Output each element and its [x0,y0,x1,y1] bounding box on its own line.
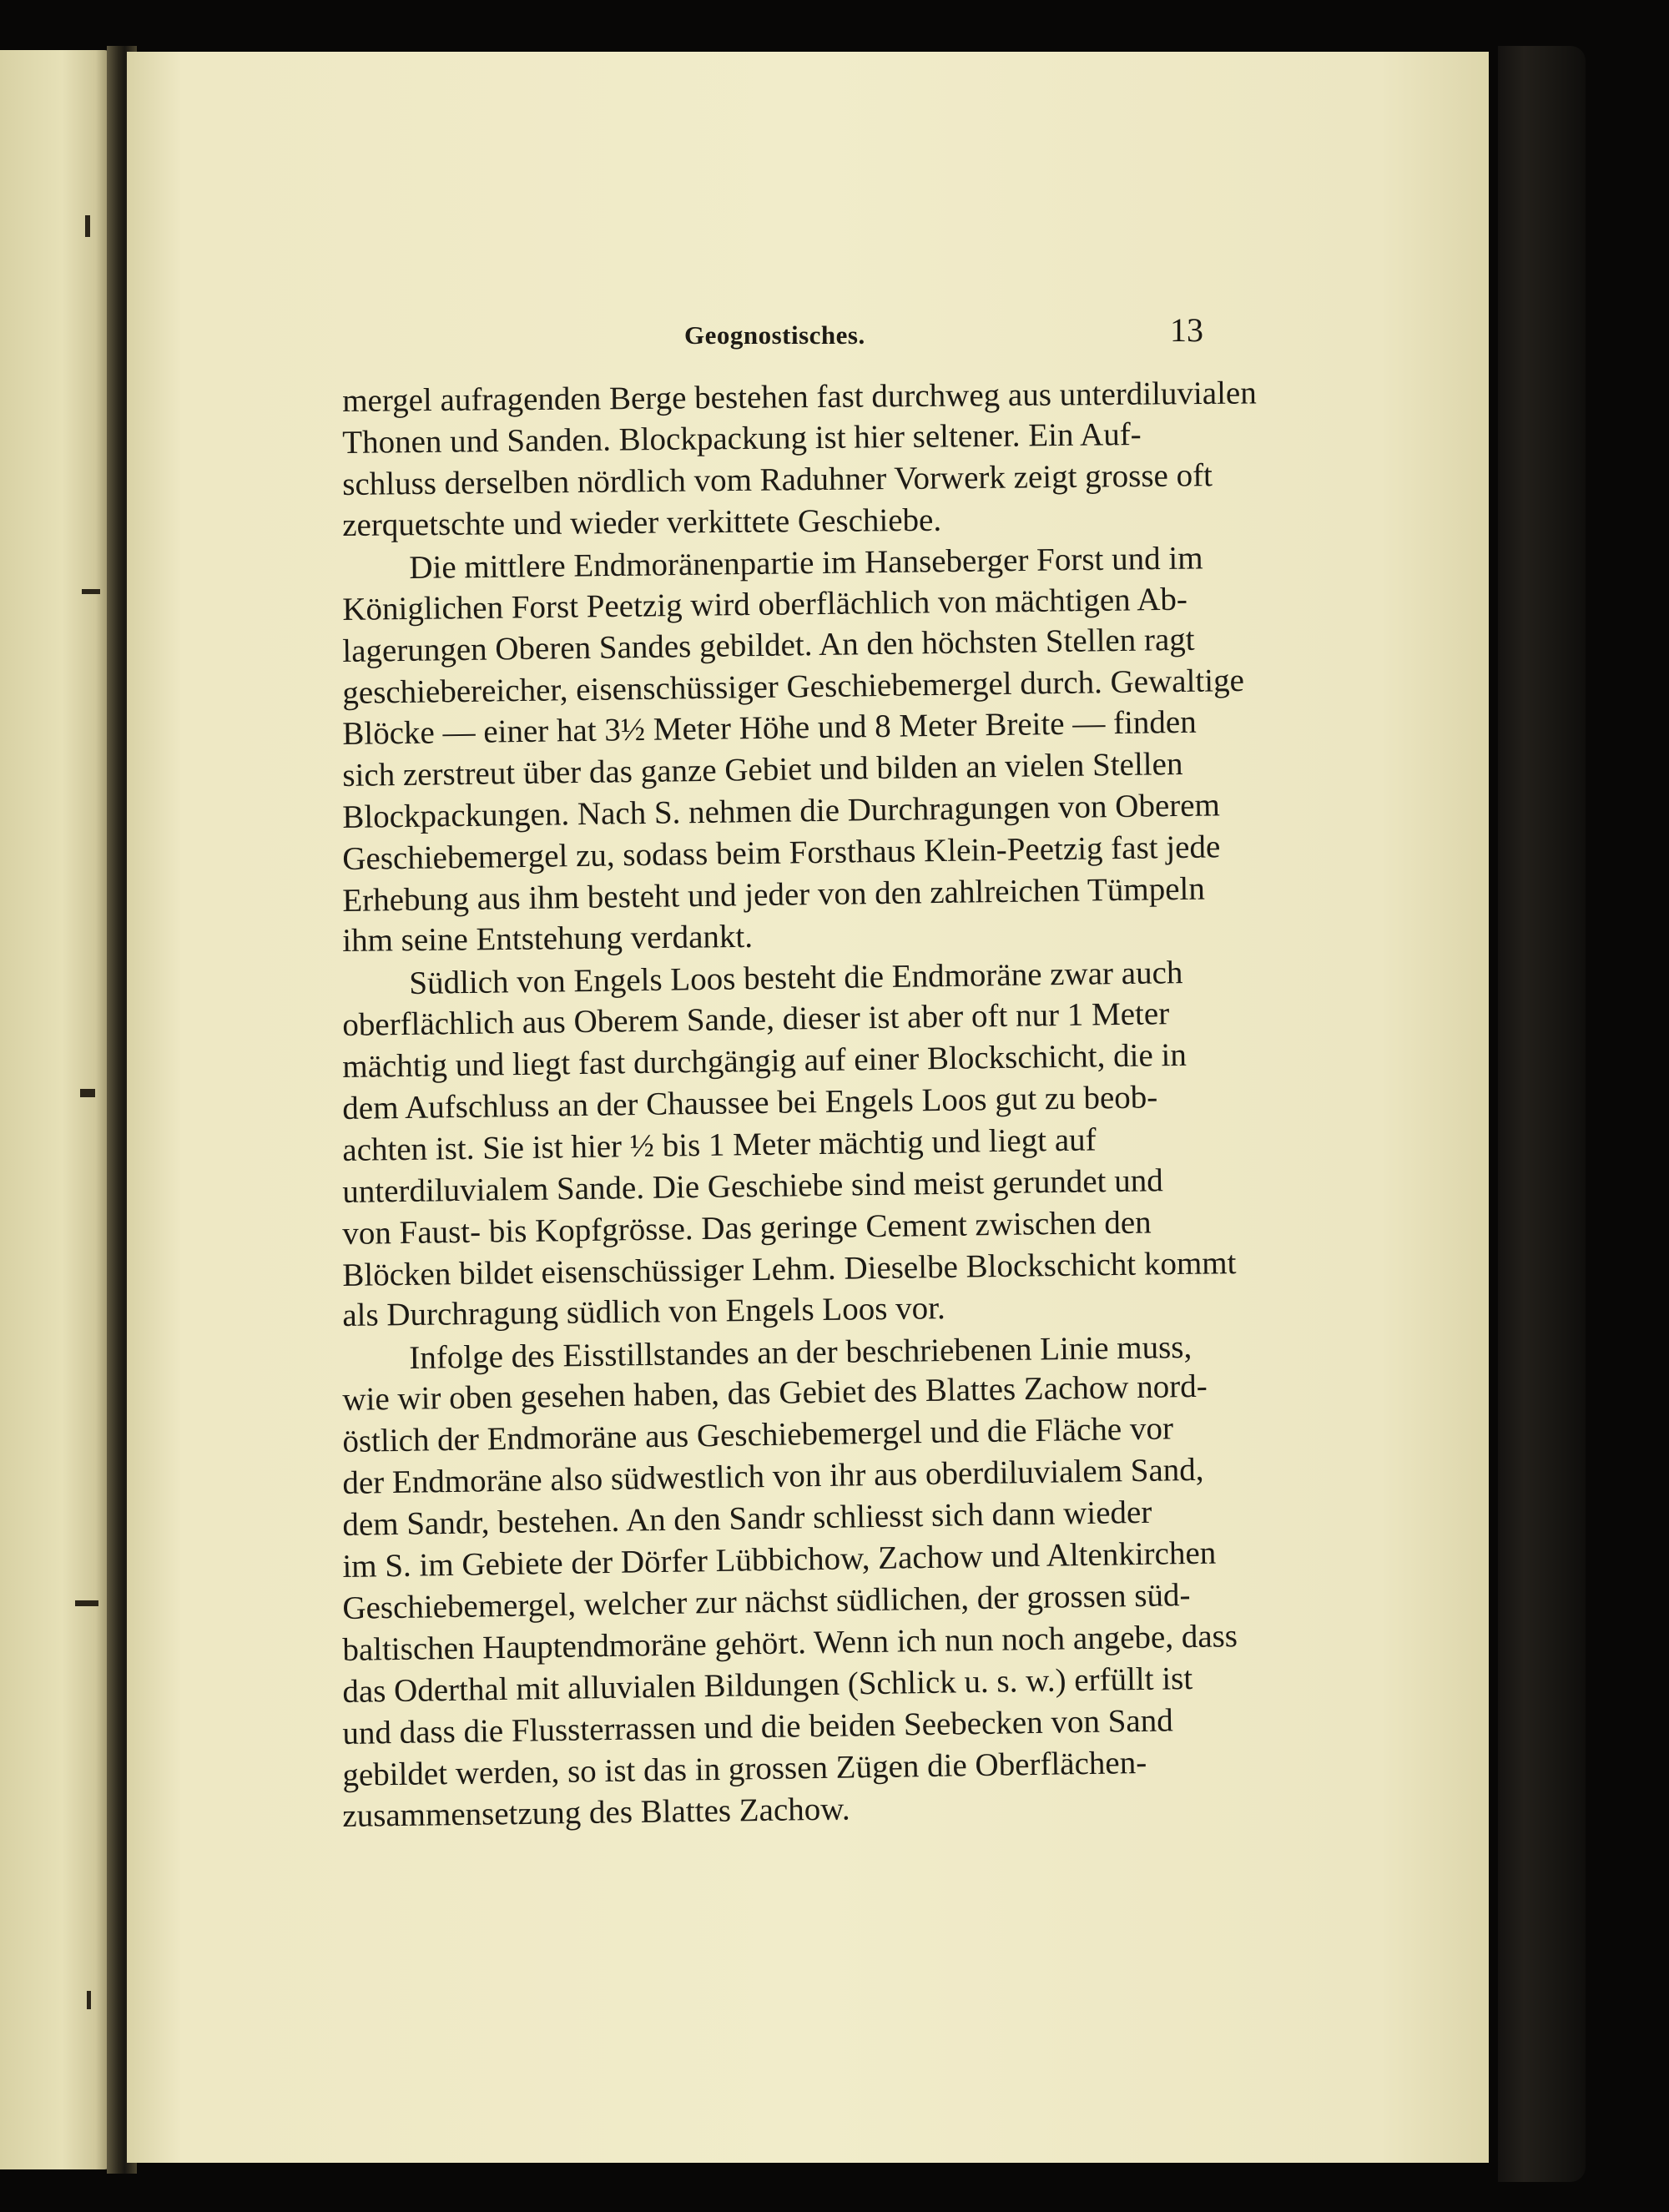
text-line: Geschiebemergel zu, sodass beim Forsthaus Klein-Peetzig fast jede [342,829,1221,877]
page-number: 13 [1170,311,1203,349]
text-line: Blöcke — einer hat 3½ Meter Höhe und 8 Meter Breite — finden [342,703,1197,752]
margin-mark [80,1089,95,1097]
text-line: zerquetschte und wieder verkittete Geschiebe. [342,501,942,543]
text-line: Die mittlere Endmoränenpartie im Hanseberger Forst und im [409,540,1203,586]
text-line: der Endmoräne also südwestlich von ihr aus oberdiluvialem Sand, [342,1451,1204,1501]
text-line: Blockpackungen. Nach S. nehmen die Durchragungen von Oberem [342,787,1221,835]
text-line: Südlich von Engels Loos besteht die Endmoräne zwar auch [409,955,1183,1001]
text-line: dem Aufschluss an der Chaussee bei Engels Loos gut zu beob- [342,1079,1158,1126]
text-line: Erhebung aus ihm besteht und jeder von den zahlreichen Tümpeln [342,870,1206,919]
text-line: lagerungen Oberen Sandes gebildet. An den höchsten Stellen ragt [342,621,1195,669]
text-line: zusammensetzung des Blattes Zachow. [342,1791,850,1834]
text-line: das Oderthal mit alluvialen Bildungen (Schlick u. s. w.) erfüllt ist [342,1660,1193,1710]
text-line: geschiebereicher, eisenschüssiger Geschiebemergel durch. Gewaltige [342,662,1245,711]
text-line: und dass die Flussterrassen und die beiden Seebecken von Sand [342,1702,1173,1751]
text-line: ihm seine Entstehung verdankt. [342,918,754,959]
text-line: Infolge des Eisstillstandes an der beschriebenen Linie muss, [409,1328,1193,1376]
text-line: Thonen und Sanden. Blockpackung ist hier seltener. Ein Auf- [342,416,1142,461]
text-line: östlich der Endmoräne aus Geschiebemergel und die Fläche vor [342,1410,1174,1459]
text-line: wie wir oben gesehen haben, das Gebiet des Blattes Zachow nord- [342,1368,1208,1418]
text-line: schluss derselben nördlich vom Raduhner Vorwerk zeigt grosse oft [342,457,1213,502]
text-line: achten ist. Sie ist hier ½ bis 1 Meter mächtig und liegt auf [342,1121,1097,1168]
left-page-edge [0,50,113,2169]
text-line: gebildet werden, so ist das in grossen Zügen die Oberflächen- [342,1744,1147,1793]
running-head: Geognostisches. [684,320,865,350]
text-line: Königlichen Forst Peetzig wird oberflächlich von mächtigen Ab- [342,581,1188,627]
text-line: baltischen Hauptendmoräne gehört. Wenn ich nun noch angebe, dass [342,1618,1238,1668]
book-cover-edge [1498,46,1586,2182]
text-line: dem Sandr, bestehen. An den Sandr schliesst sich dann wieder [342,1494,1152,1543]
margin-mark [75,1600,98,1606]
text-line: im S. im Gebiete der Dörfer Lübbichow, Zachow und Altenkirchen [342,1534,1217,1585]
text-line: unterdiluvialem Sande. Die Geschiebe sind meist gerundet und [342,1162,1163,1210]
text-line: Blöcken bildet eisenschüssiger Lehm. Dieselbe Blockschicht kommt [342,1245,1237,1293]
text-line: als Durchragung südlich von Engels Loos vor. [342,1290,945,1333]
text-line: von Faust- bis Kopfgrösse. Das geringe Cement zwischen den [342,1204,1152,1252]
margin-mark [82,589,100,594]
text-line: Geschiebemergel, welcher zur nächst südlichen, der grossen süd- [342,1577,1191,1626]
margin-mark [85,215,90,237]
text-line: sich zerstreut über das ganze Gebiet und bilden an vielen Stellen [342,745,1183,794]
margin-mark [87,1991,91,2009]
text-line: oberflächlich aus Oberem Sande, dieser ist aber oft nur 1 Meter [342,995,1170,1043]
text-line: mächtig und liegt fast durchgängig auf einer Blockschicht, die in [342,1036,1187,1085]
text-line: mergel aufragenden Berge bestehen fast durchweg aus unterdiluvialen [342,375,1257,419]
